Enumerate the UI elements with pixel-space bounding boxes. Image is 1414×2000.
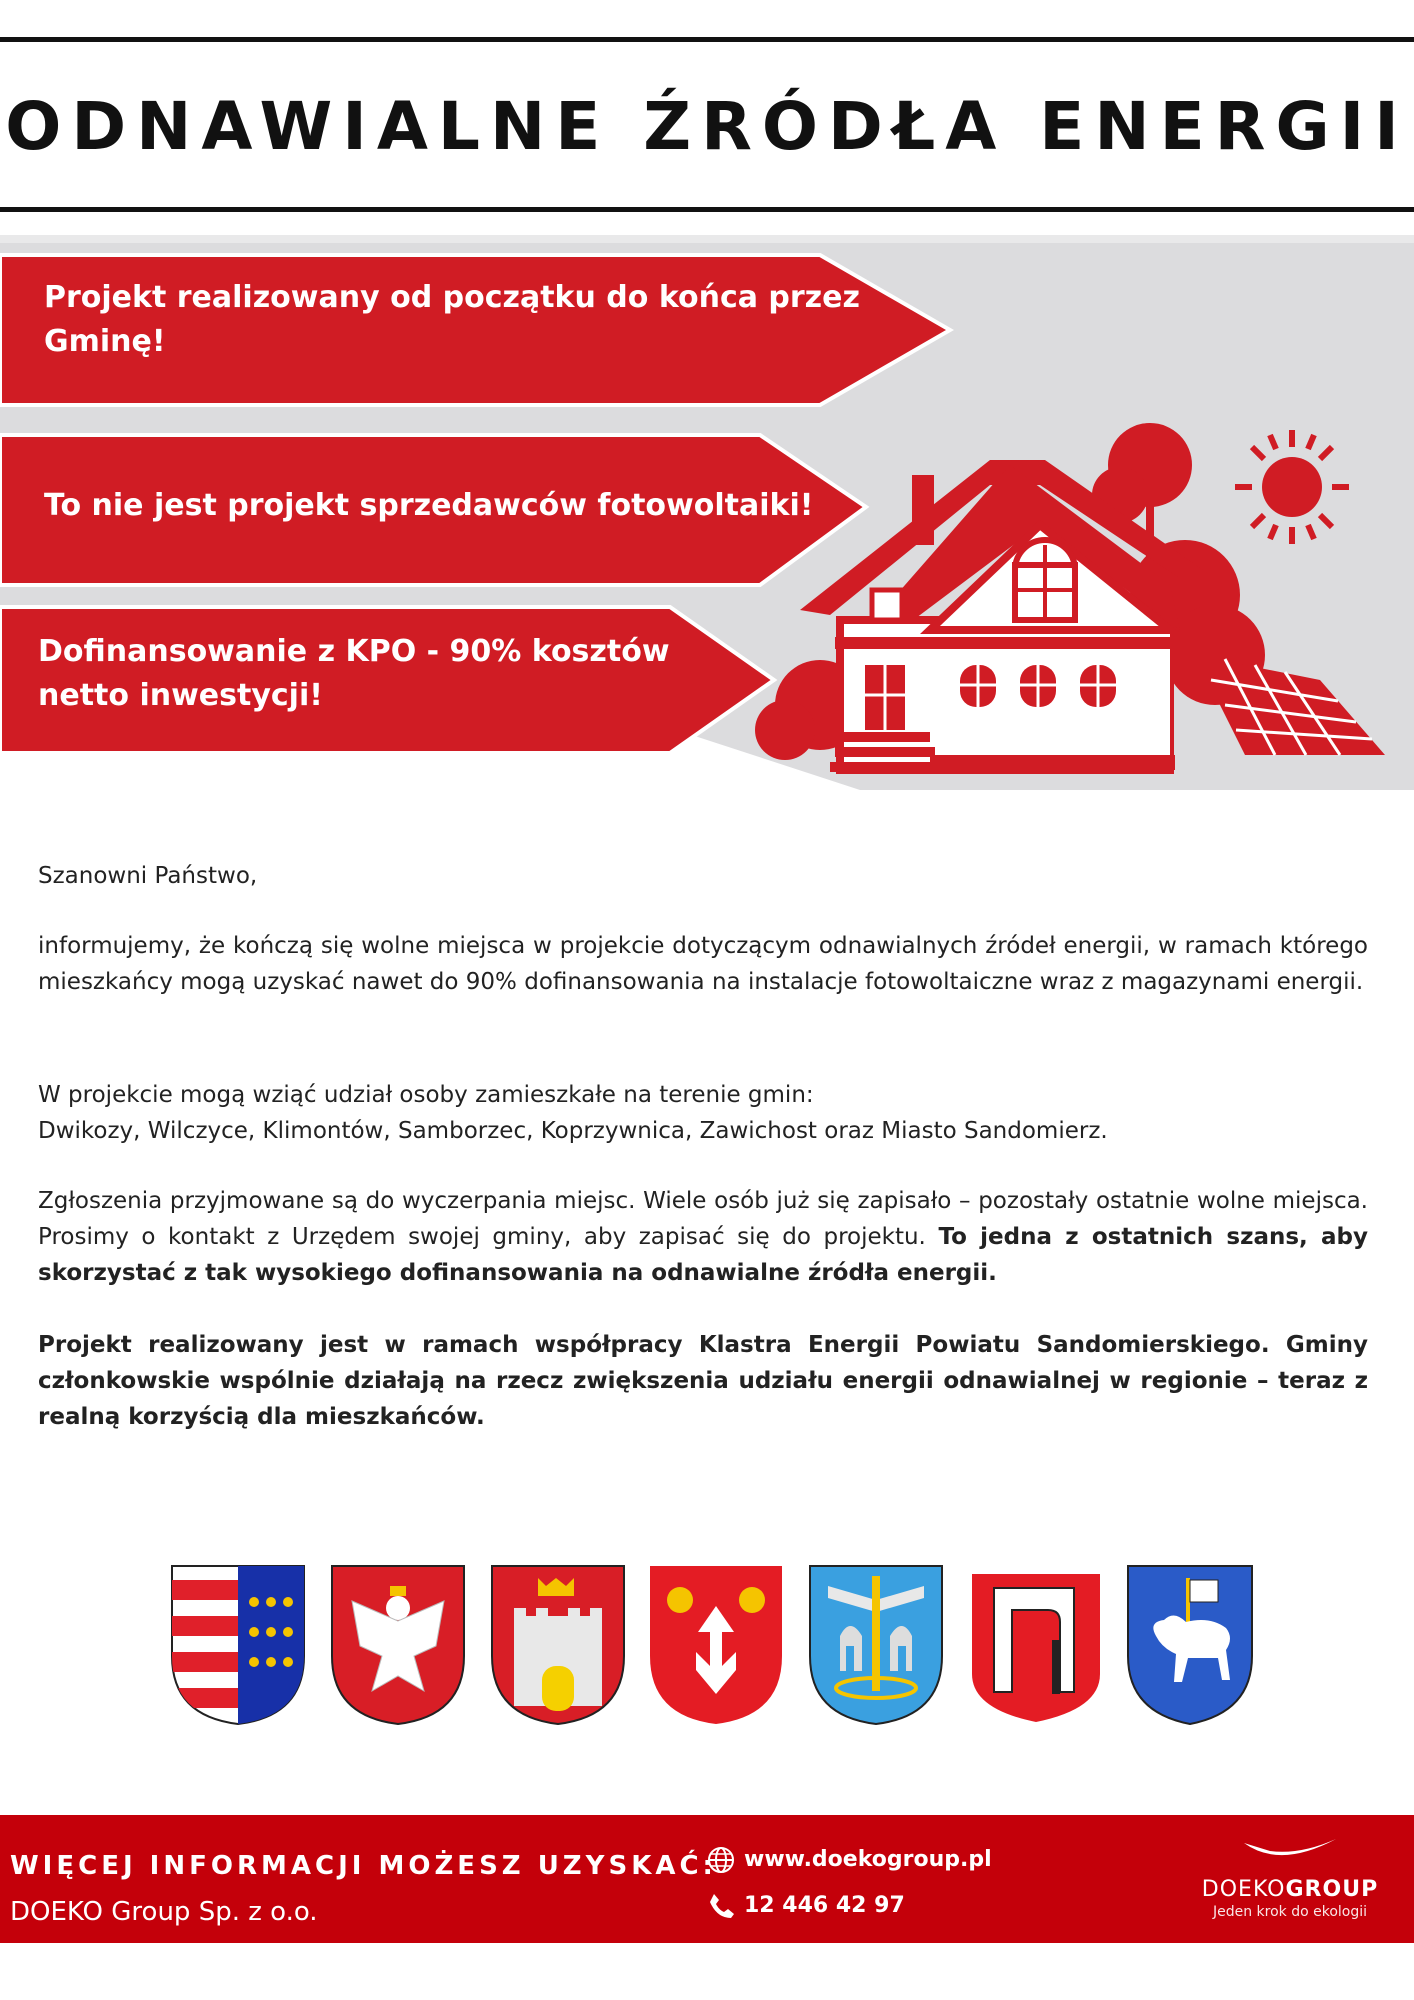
footer-company-name: DOEKO Group Sp. z o.o.	[10, 1897, 318, 1927]
footer	[0, 1815, 1414, 1943]
page-title: ODNAWIALNE ŹRÓDŁA ENERGII	[5, 88, 1409, 165]
website-link[interactable]: www.doekogroup.pl	[744, 1847, 992, 1872]
paragraph-2: W projekcie mogą wziąć udział osoby zamieszkałe na terenie gmin: Dwikozy, Wilczyce, Klimontów, Samborzec, Koprzywnica, Zawichost oraz Miasto Sandomierz.	[38, 1082, 1108, 1144]
paragraph-3: Zgłoszenia przyjmowane są do wyczerpania miejsc. Wiele osób już się zapisało – pozostały ostatnie wolne miejsca. Prosimy o kontakt z Urzędem swojej gminy, aby zapisać się do projektu. To jedna z ostatnich szans, aby skorzystać z tak wysokiego dofinansowania na odnawialne źródła energii.	[38, 1188, 1369, 1286]
coat-of-arms-stripes-stars-icon	[172, 1566, 304, 1726]
website-contact[interactable]	[706, 1845, 992, 1875]
coat-of-arms-apples-arrows-icon	[650, 1566, 782, 1724]
phone-icon	[706, 1891, 736, 1921]
title-bottom-rule	[0, 207, 1414, 212]
coat-of-arms-red-gate-icon	[972, 1574, 1100, 1722]
paragraph-4: Projekt realizowany jest w ramach współpracy Klastra Energii Powiatu Sandomierskiego. Gminy członkowskie wspólnie działają na rzecz zwiększenia udziału energii odnawialnej w regionie – teraz z realną korzyścią dla mieszkańców.	[38, 1332, 1368, 1430]
doeko-logo-mark-icon	[1240, 1835, 1340, 1869]
phone-contact[interactable]	[706, 1891, 905, 1921]
globe-icon	[706, 1845, 736, 1875]
greeting: Szanowni Państwo,	[38, 863, 258, 889]
arrow-text-1: Projekt realizowany od początku do końca przez Gminę!	[44, 280, 860, 359]
paragraph-1: informujemy, że kończą się wolne miejsca w projekcie dotyczącym odnawialnych źródeł energii, w ramach którego mieszkańcy mogą uzyskać nawet do 90% dofinansowania na instalacje fotowoltaiczne wraz z magazynami energii.	[38, 933, 1368, 995]
top-rule	[0, 37, 1414, 42]
coat-of-arms-blue-mill-icon	[810, 1566, 942, 1724]
phone-number[interactable]: 12 446 42 97	[744, 1893, 905, 1918]
coat-of-arms-lamb-icon	[1128, 1566, 1252, 1724]
arrow-text-2: To nie jest projekt sprzedawców fotowoltaiki!	[44, 488, 814, 523]
coat-of-arms-white-eagle-icon	[332, 1566, 464, 1724]
arrow-text-3: Dofinansowanie z KPO - 90% kosztów netto inwestycji!	[38, 634, 670, 713]
coat-of-arms-castle-tower-icon	[492, 1566, 624, 1724]
doeko-logo: DOEKOGROUP Jeden krok do ekologii	[1190, 1835, 1390, 1920]
footer-heading: WIĘCEJ INFORMACJI MOŻESZ UZYSKAĆ:	[10, 1851, 717, 1881]
municipality-crests	[0, 1560, 1414, 1730]
